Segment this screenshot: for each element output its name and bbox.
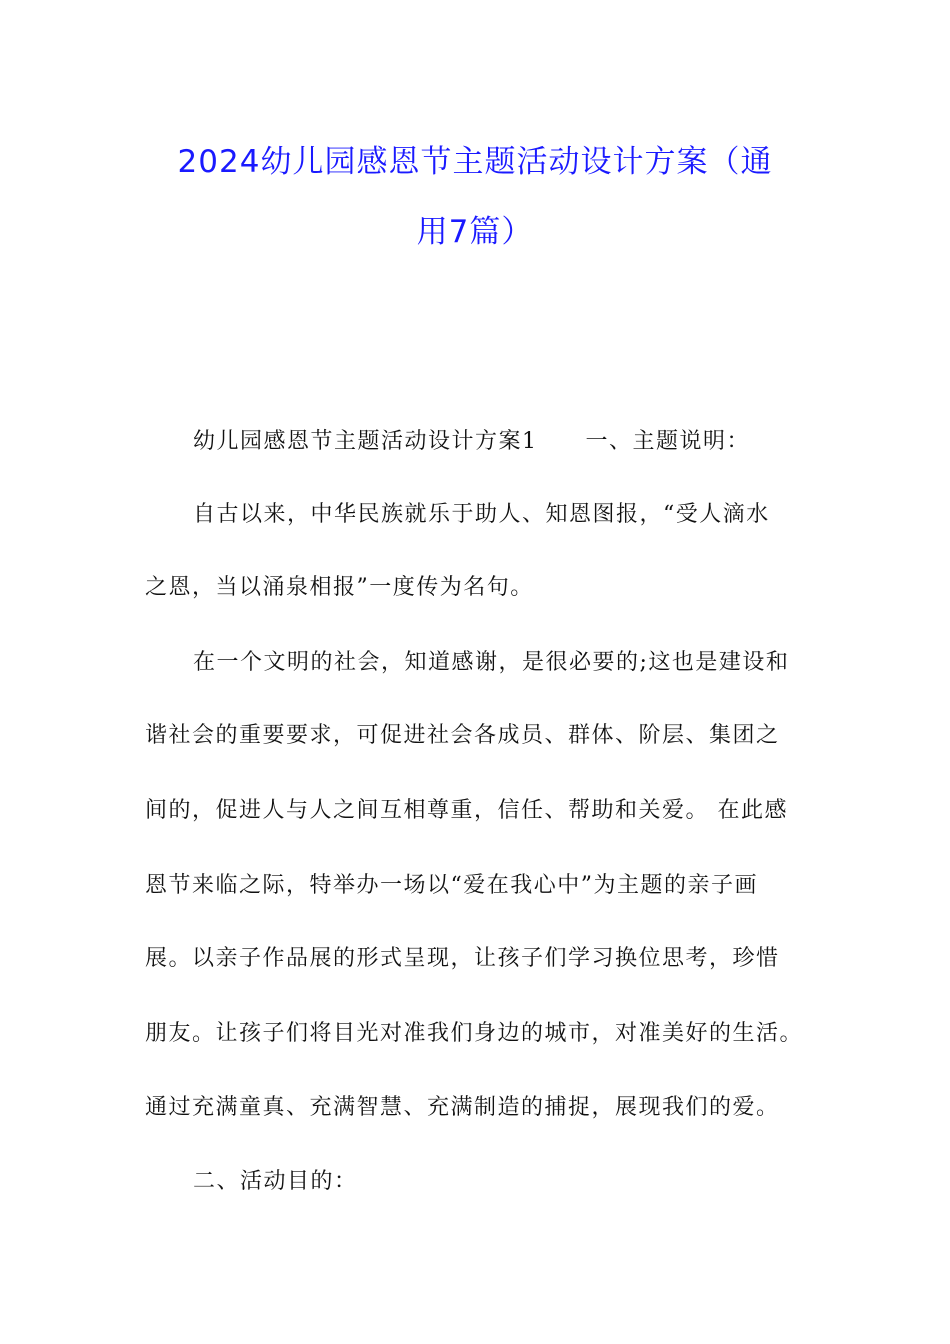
paragraph-line: 谐社会的重要要求，可促进社会各成员、群体、阶层、集团之 [145,723,780,748]
subsection-heading: 一、主题说明： [585,429,751,454]
paragraph-line: 间的，促进人与人之间互相尊重，信任、帮助和关爱。 在此感 [145,798,788,823]
section-heading-row [193,424,750,455]
document-title-line-2: 用7篇） [416,214,534,250]
document-title-line-1: 2024幼儿园感恩节主题活动设计方案（通 [177,144,773,180]
paragraph-line: 在一个文明的社会，知道感谢，是很必要的;这也是建设和 [193,650,790,675]
plan-heading: 幼儿园感恩节主题活动设计方案1 [193,429,538,454]
paragraph-line: 之恩，当以涌泉相报”一度传为名句。 [145,575,534,600]
section-heading: 二、活动目的： [193,1169,358,1194]
paragraph-line: 恩节来临之际，特举办一场以“爱在我心中”为主题的亲子画 [145,873,758,898]
paragraph-line: 朋友。让孩子们将目光对准我们身边的城市，对准美好的生活。 [145,1021,804,1046]
paragraph-line: 展。以亲子作品展的形式呈现，让孩子们学习换位思考，珍惜 [145,946,780,971]
paragraph-line: 通过充满童真、充满智慧、充满制造的捕捉，展现我们的爱。 [145,1095,780,1120]
paragraph-line: 自古以来，中华民族就乐于助人、知恩图报，“受人滴水 [193,502,770,527]
